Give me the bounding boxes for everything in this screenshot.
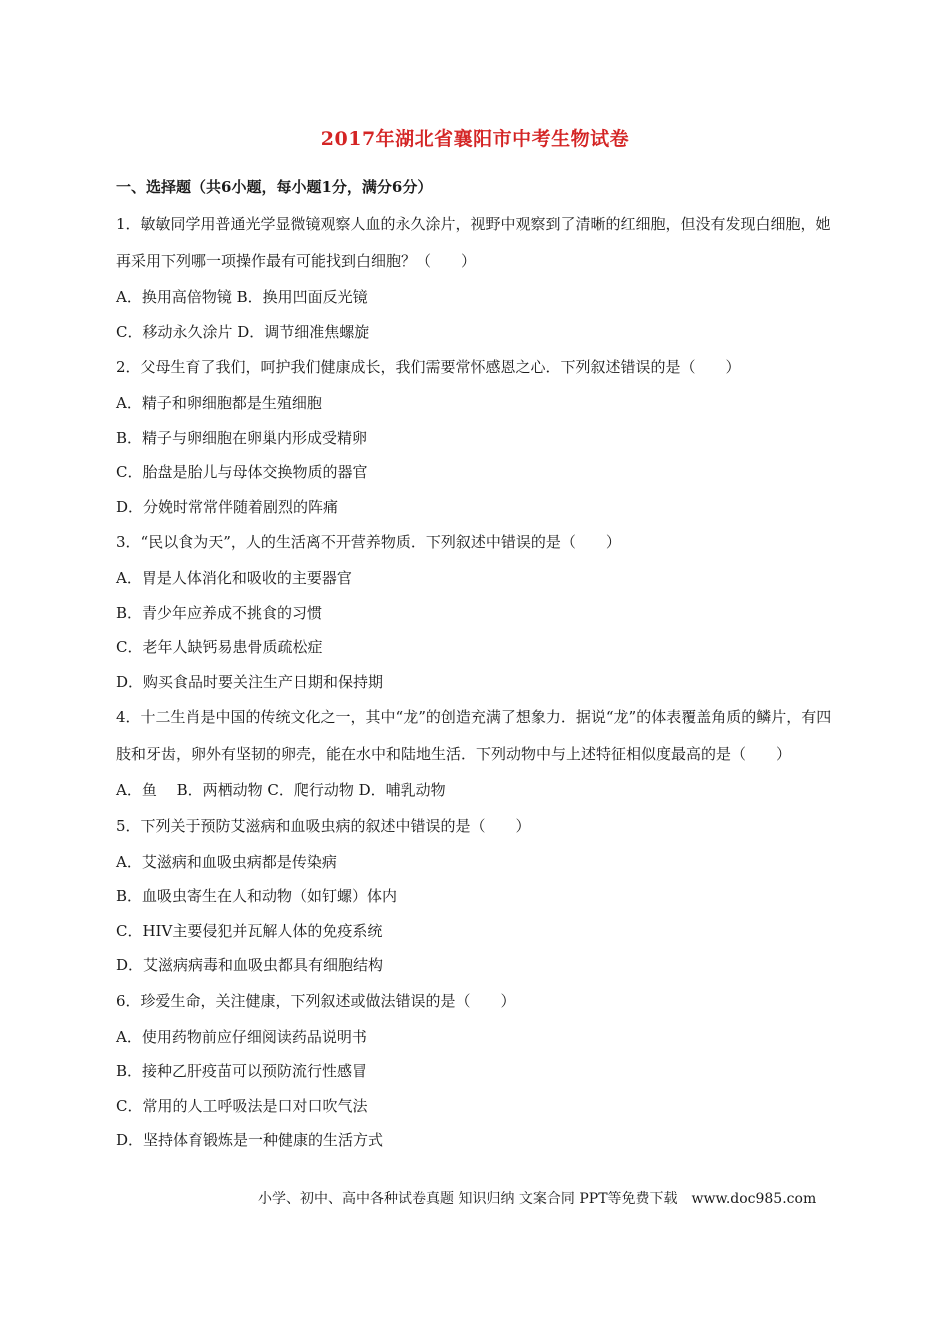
question-option: A．换用高倍物镜 B．换用凹面反光镜 <box>116 288 368 306</box>
question-stem: 5．下列关于预防艾滋病和血吸虫病的叙述中错误的是（ ） <box>116 816 531 835</box>
question-6 <box>116 983 836 1158</box>
question-stem: 1．敏敏同学用普通光学显微镜观察人血的永久涂片，视野中观察到了清晰的红细胞，但没有发现白细胞，她再采用下列哪一项操作最有可能找到白细胞？（ ） <box>116 215 831 270</box>
question-option: C．移动永久涂片 D．调节细准焦螺旋 <box>116 322 370 341</box>
question-option: C．HIV主要侵犯并瓦解人体的免疫系统 <box>116 921 383 940</box>
question-option: A．艾滋病和血吸虫病都是传染病 <box>116 852 337 871</box>
question-option: A．精子和卵细胞都是生殖细胞 <box>116 394 322 412</box>
question-option: D．购买食品时要关注生产日期和保持期 <box>116 672 384 691</box>
question-2 <box>116 349 836 524</box>
question-4 <box>116 699 836 808</box>
question-list <box>116 206 836 1158</box>
page-title: 2017年湖北省襄阳市中考生物试卷 <box>320 128 630 150</box>
question-option: C．老年人缺钙易患骨质疏松症 <box>116 638 323 656</box>
page-footer: 小学、初中、高中各种试卷真题 知识归纳 文案合同 PPT等免费下载 www.doc985.com <box>258 1191 817 1207</box>
question-stem: 2．父母生育了我们，呵护我们健康成长，我们需要常怀感恩之心．下列叙述错误的是（ ） <box>116 358 741 376</box>
question-option: A．使用药物前应仔细阅读药品说明书 <box>116 1027 367 1046</box>
question-option: B．青少年应养成不挑食的习惯 <box>116 603 323 622</box>
question-option: C．常用的人工呼吸法是口对口吹气法 <box>116 1096 368 1115</box>
question-option: B．血吸虫寄生在人和动物（如钉螺）体内 <box>116 887 398 905</box>
question-3 <box>116 524 836 699</box>
question-stem: 6．珍爱生命，关注健康，下列叙述或做法错误的是（ ） <box>116 991 516 1010</box>
question-option: D．分娩时常常伴随着剧烈的阵痛 <box>116 497 339 516</box>
question-5 <box>116 808 836 983</box>
question-option: B．接种乙肝疫苗可以预防流行性感冒 <box>116 1062 368 1080</box>
question-stem: 3．“民以食为天”，人的生活离不开营养物质．下列叙述中错误的是（ ） <box>116 533 621 551</box>
question-option: D．艾滋病病毒和血吸虫都具有细胞结构 <box>116 956 384 974</box>
question-option: B．精子与卵细胞在卵巢内形成受精卵 <box>116 428 368 447</box>
question-option: A．鱼 B．两栖动物 C．爬行动物 D．哺乳动物 <box>116 781 446 799</box>
question-option: A．胃是人体消化和吸收的主要器官 <box>116 569 352 587</box>
question-1 <box>116 206 836 349</box>
question-option: D．坚持体育锻炼是一种健康的生活方式 <box>116 1131 384 1149</box>
section-heading: 一、选择题（共6小题，每小题1分，满分6分） <box>116 178 433 196</box>
question-option: C．胎盘是胎儿与母体交换物质的器官 <box>116 463 368 481</box>
question-stem: 4．十二生肖是中国的传统文化之一，其中“龙”的创造充满了想象力．据说“龙”的体表覆盖角质的鳞片，有四肢和牙齿，卵外有坚韧的卵壳，能在水中和陆地生活．下列动物中与上述特征相似度最高的是（ ） <box>116 708 832 763</box>
